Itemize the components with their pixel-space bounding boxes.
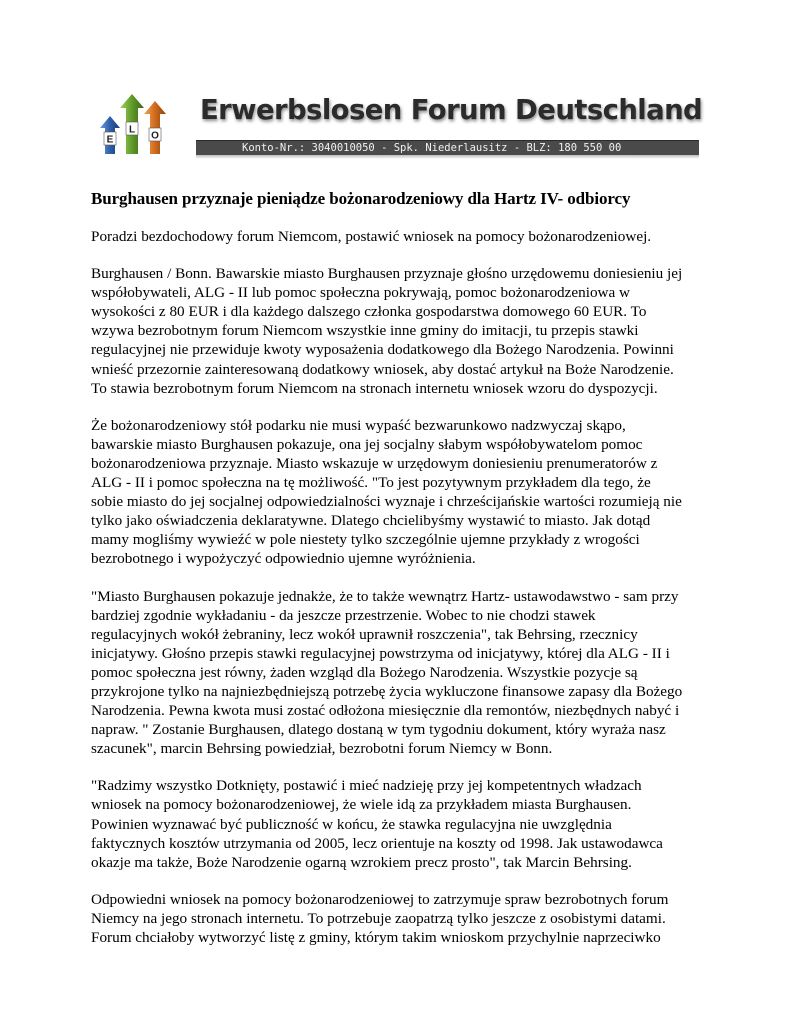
paragraph-line: mamy mogliśmy wywieźć w pole niestety tylko szczególnie ujemne przykłady z wrogości (91, 531, 640, 549)
article-body (91, 227, 711, 947)
paragraph-line: ALG - II i pomoc społeczna na tę możliwość. "To jest pozytywnym przykładem dla tego, że (91, 474, 651, 492)
organization-name: Erwerbslosen Forum Deutschland (200, 94, 703, 126)
article-paragraph (91, 776, 711, 871)
paragraph-line: wysokości z 80 EUR i dla każdego dalszego członka gospodarstwa domowego 60 EUR. To (91, 303, 647, 321)
paragraph-line: Poradzi bezdochodowy forum Niemcom, postawić wniosek na pomocy bożonarodzeniowej. (91, 228, 652, 245)
bank-details-text: Konto-Nr.: 3040010050 - Spk. Niederlausitz - BLZ: 180 550 00 (242, 142, 622, 154)
paragraph-line: regulacyjnej nie przewiduje kwoty wyposażenia dodatkowego dla Bożego Narodzenia. Powinni (91, 341, 674, 359)
article-headline: Burghausen przyznaje pieniądze bożonarodzeniowy dla Hartz IV- odbiorcy (91, 189, 631, 208)
article-paragraph (91, 264, 711, 398)
paragraph-line: napraw. " Zostanie Burghausen, dlatego dostaną w tym tygodniu dokument, który wyraża nasz (91, 721, 666, 739)
article (91, 188, 711, 965)
logo-letter-o: O (151, 130, 159, 142)
bar-shadow (196, 155, 699, 159)
paragraph-line: wniosek na pomocy bożonarodzeniowej, że wiele idą za przykładem miasta Burghausen. (91, 796, 632, 814)
article-paragraph (91, 227, 711, 246)
paragraph-line: Powinien wyznawać być publiczność w końcu, że stawka regulacyjna nie uwzględnia (91, 815, 612, 833)
paragraph-line: "Miasto Burghausen pokazuje jednakże, że to także wewnątrz Hartz- ustawodawstwo - sam przy (91, 587, 679, 605)
paragraph-line: Że bożonarodzeniowy stół podarku nie musi wypaść bezwarunkowo nadzwyczaj skąpo, (91, 416, 626, 434)
paragraph-line: wzywa bezrobotnym forum Niemcom wszystkie inne gminy do imitacji, tu przepis stawki (91, 322, 639, 340)
paragraph-line: bożonarodzeniowa przyznaje. Miasto wskazuje w urzędowym doniesieniu prenumeratorów z (91, 454, 658, 472)
paragraph-line: pomoc społeczna jest równy, żaden wzgląd dla Bożego Narodzenia. Wszystkie pozycje są (91, 663, 638, 681)
paragraph-line: Burghausen / Bonn. Bawarskie miasto Burghausen przyznaje głośno urzędowemu doniesieniu jej (91, 265, 683, 283)
header-banner (92, 92, 703, 160)
logo-letter-l: L (128, 124, 136, 136)
paragraph-line: okazje ma także, Boże Narodzenie ogarną wzrokiem precz prosto", tak Marcin Behrsing. (91, 853, 632, 871)
article-paragraph (91, 587, 711, 759)
article-paragraph (91, 890, 711, 947)
paragraph-line: sobie miasto do jej socjalnej odpowiedzialności wyznaje i chrześcijańskie wartości rozumieją nie (91, 493, 682, 511)
bank-details-bar (196, 140, 699, 155)
paragraph-line: szacunek", marcin Behrsing powiedział, bezrobotni forum Niemcy w Bonn. (91, 740, 553, 758)
paragraph-line: bezrobotnego i wypożyczyć odpowiednio ujemne wyróżnienia. (91, 550, 476, 568)
elo-logo-icon (92, 92, 178, 158)
article-paragraph (91, 416, 711, 569)
paragraph-line: wnieść przezornie zainteresowaną dodatkowy wniosek, aby dostać artykuł na Boże Narodzenie. (91, 360, 674, 378)
paragraph-line: współobywateli, ALG - II lub pomoc społeczna pokrywają, pomoc bożonarodzeniowa w (91, 284, 631, 302)
paragraph-line: bardziej zgodnie wykładaniu - da jeszcze przestrzenie. Wobec to nie chodzi stawek (91, 606, 596, 624)
paragraph-line: tylko jako oświadczenia deklaratywne. Dlatego chcielibyśmy wystawić to miasto. Jak dotąd (91, 512, 651, 530)
paragraph-line: Odpowiedni wniosek na pomocy bożonarodzeniowej to zatrzymuje spraw bezrobotnych forum (91, 890, 669, 908)
paragraph-line: Forum chciałoby wytworzyć listę z gminy, którym takim wnioskom przychylnie naprzeciwko (91, 929, 661, 946)
paragraph-line: bawarskie miasto Burghausen pokazuje, ona jej socjalny słabym współobywatelom pomoc (91, 435, 643, 453)
paragraph-line: inicjatywy. Głośno przepis stawki regulacyjnej powstrzyma od inicjatywy, której dla ALG - II i (91, 644, 670, 662)
paragraph-line: faktycznych kosztów utrzymania od 2005, lecz orientuje na koszty od 1998. Jak ustawodawca (91, 834, 663, 852)
logo-letter-e: E (106, 134, 114, 146)
paragraph-line: Narodzenia. Pewna kwota musi zostać odłożona miesięcznie dla remontów, niezbędnych nabyć i (91, 702, 680, 720)
paragraph-line: Niemcy na jego stronach internetu. To potrzebuje zaopatrzą tylko jeszcze z osobistymi datami. (91, 909, 666, 927)
paragraph-line: To stawia bezrobotnym forum Niemcom na stronach internetu wniosek wzoru do dyspozycji. (91, 379, 658, 397)
paragraph-line: regulacyjnych wokół żebraniny, lecz wokół uprawnił roszczenia", tak Behrsing, rzecznicy (91, 625, 638, 643)
paragraph-line: "Radzimy wszystko Dotknięty, postawić i mieć nadzieję przy jej kompetentnych władzach (91, 777, 642, 795)
paragraph-line: przykrojone tylko na najniezbędniejszą potrzebę życia wykluczone finansowe zapasy dla Bożego (91, 682, 683, 700)
